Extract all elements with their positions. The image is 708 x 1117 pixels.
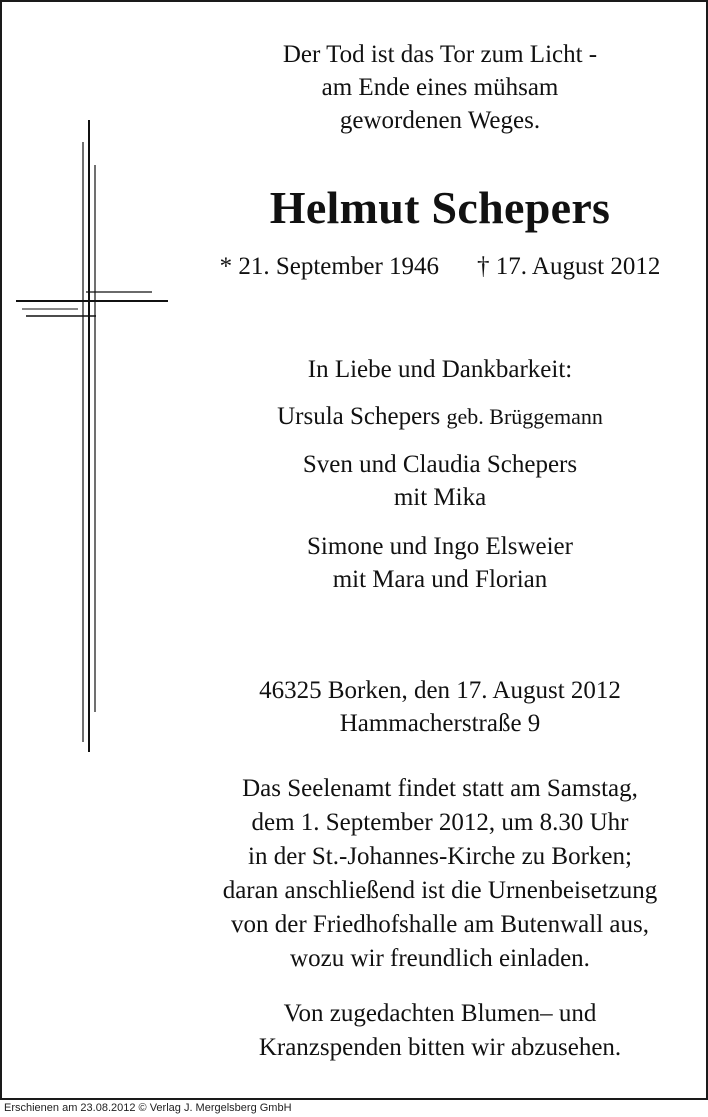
death-date: † 17. August 2012: [477, 253, 661, 280]
service-details: [170, 772, 708, 976]
spouse-birthname: geb. Brüggemann: [446, 404, 603, 429]
service-line: Das Seelenamt findet statt am Samstag,: [242, 775, 638, 802]
mourner-spouse: [170, 400, 708, 433]
cross-icon: [0, 0, 180, 780]
motto-line: Der Tod ist das Tor zum Licht -: [282, 41, 598, 68]
life-dates: [170, 251, 708, 283]
address-line: 46325 Borken, den 17. August 2012: [259, 677, 621, 704]
flowers-note: [170, 997, 708, 1065]
service-line: daran anschließend ist die Urnenbeisetzung: [222, 877, 658, 904]
publication-footer: Erschienen am 23.08.2012 © Verlag J. Mergelsberg GmbH: [4, 1102, 292, 1114]
service-line: in der St.-Johannes-Kirche zu Borken;: [248, 843, 632, 870]
service-line: dem 1. September 2012, um 8.30 Uhr: [251, 809, 629, 836]
motto-line: am Ende eines mühsam: [321, 74, 559, 101]
address-line: Hammacherstraße 9: [339, 710, 541, 737]
flowers-line: Von zugedachten Blumen– und: [283, 1000, 597, 1027]
service-line: wozu wir freundlich einladen.: [290, 945, 590, 972]
mourner-line: Sven und Claudia Schepers: [302, 451, 578, 478]
spouse-name: Ursula Schepers: [277, 403, 441, 430]
mourner-family: [170, 530, 708, 596]
birth-date: * 21. September 1946: [219, 253, 440, 280]
mourner-line: mit Mara und Florian: [332, 566, 548, 593]
mourner-family: [170, 448, 708, 514]
motto: [170, 38, 708, 137]
motto-line: gewordenen Weges.: [339, 107, 541, 134]
mourners-intro: In Liebe und Dankbarkeit:: [307, 356, 573, 383]
service-line: von der Friedhofshalle am Butenwall aus,: [231, 911, 649, 938]
mourner-line: Simone und Ingo Elsweier: [307, 533, 573, 560]
deceased-name: Helmut Schepers: [269, 182, 611, 233]
flowers-line: Kranzspenden bitten wir abzusehen.: [258, 1034, 622, 1061]
address-block: [170, 674, 708, 740]
mourner-line: mit Mika: [393, 484, 487, 511]
